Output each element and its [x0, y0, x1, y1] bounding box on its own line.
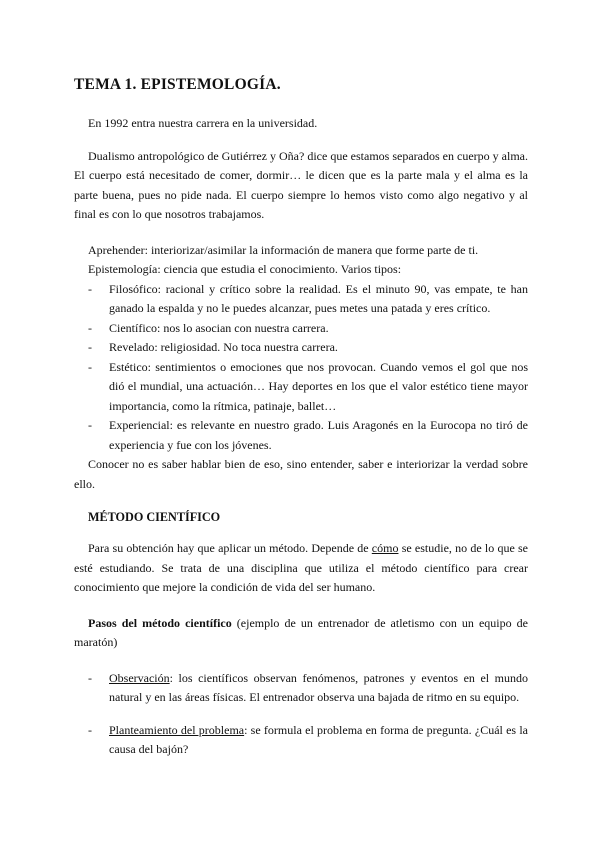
- list-item: [74, 358, 528, 417]
- intro-paragraph: En 1992 entra nuestra carrera en la universidad.: [88, 116, 318, 130]
- steps-list: [74, 669, 528, 760]
- list-item-text: Científico: nos lo asocian con nuestra carrera.: [109, 320, 329, 335]
- pasos-bold: Pasos del método científico: [88, 615, 232, 630]
- list-item: [74, 338, 528, 358]
- list-item-text: Experiencial: es relevante en nuestro grado. Luis Aragonés en la Eurocopa no tiró de experiencia y fue con los jóvenes.: [109, 418, 528, 452]
- dash-marker: -: [88, 320, 92, 335]
- page-title: TEMA 1. EPISTEMOLOGÍA.: [74, 76, 281, 93]
- obtencion-underlined: cómo: [371, 541, 399, 555]
- list-item: [74, 669, 528, 708]
- aprehender-paragraph: Aprehender: interiorizar/asimilar la información de manera que forme parte de ti.: [88, 242, 479, 257]
- dash-marker: -: [88, 281, 92, 296]
- list-item: [74, 721, 528, 760]
- list-item-text: Revelado: religiosidad. No toca nuestra carrera.: [109, 340, 338, 354]
- dash-marker: -: [88, 670, 92, 685]
- obtencion-text-after: se estudie, no de lo que se esté estudiando. Se trata de una disciplina que utiliza el método científico para crear conocimiento que mejore la condición de vida del ser humano.: [74, 541, 528, 594]
- section-heading-metodo: MÉTODO CIENTÍFICO: [88, 510, 221, 524]
- step-term: Planteamiento del problema: [109, 722, 245, 737]
- list-item-text: Filosófico: racional y crítico sobre la realidad. Es el minuto 90, vas empate, te han ganado la espalda y no le puedes alcanzar, pues metes una patada y eres crítico.: [109, 281, 528, 315]
- tipos-list: [74, 280, 528, 456]
- list-item: [74, 280, 528, 319]
- list-item-text: Estético: sentimientos o emociones que nos provocan. Cuando vemos el gol que nos dió el mundial, una actuación… Hay deportes en los que el valor estético tiene mayor importancia, como la rítmica, patinaje, ballet…: [109, 359, 528, 413]
- dash-marker: -: [88, 340, 92, 354]
- obtencion-paragraph: [74, 539, 528, 598]
- dualismo-paragraph: Dualismo antropológico de Gutiérrez y Oña? dice que estamos separados en cuerpo y alma. El cuerpo está necesitado de comer, dormir… le dicen que es la parte mala y el alma es la parte buena, pues no pide nada. El cuerpo siempre lo hemos visto como algo negativo y al final es con lo que nosotros trabajamos.: [74, 148, 528, 221]
- step-text: : los científicos observan fenómenos, patrones y eventos en el mundo natural y en las áreas físicas. El entrenador observa una bajada de ritmo en su equipo.: [109, 670, 528, 704]
- conocer-paragraph: Conocer no es saber hablar bien de eso, sino entender, saber e interiorizar la verdad sobre ello.: [74, 457, 528, 491]
- pasos-rest: (ejemplo de un entrenador de atletismo con un equipo de maratón): [74, 615, 528, 649]
- dash-marker: -: [88, 359, 92, 374]
- step-text: : se formula el problema en forma de pregunta. ¿Cuál es la causa del bajón?: [109, 722, 528, 756]
- list-item: [74, 416, 528, 455]
- obtencion-text-before: Para su obtención hay que aplicar un método. Depende de: [88, 541, 372, 555]
- list-item: [74, 319, 528, 339]
- step-term: Observación: [109, 670, 170, 685]
- dash-marker: -: [88, 418, 92, 432]
- dash-marker: -: [88, 722, 92, 737]
- epistemologia-paragraph: Epistemología: ciencia que estudia el conocimiento. Varios tipos:: [88, 262, 402, 276]
- pasos-paragraph: [74, 614, 528, 653]
